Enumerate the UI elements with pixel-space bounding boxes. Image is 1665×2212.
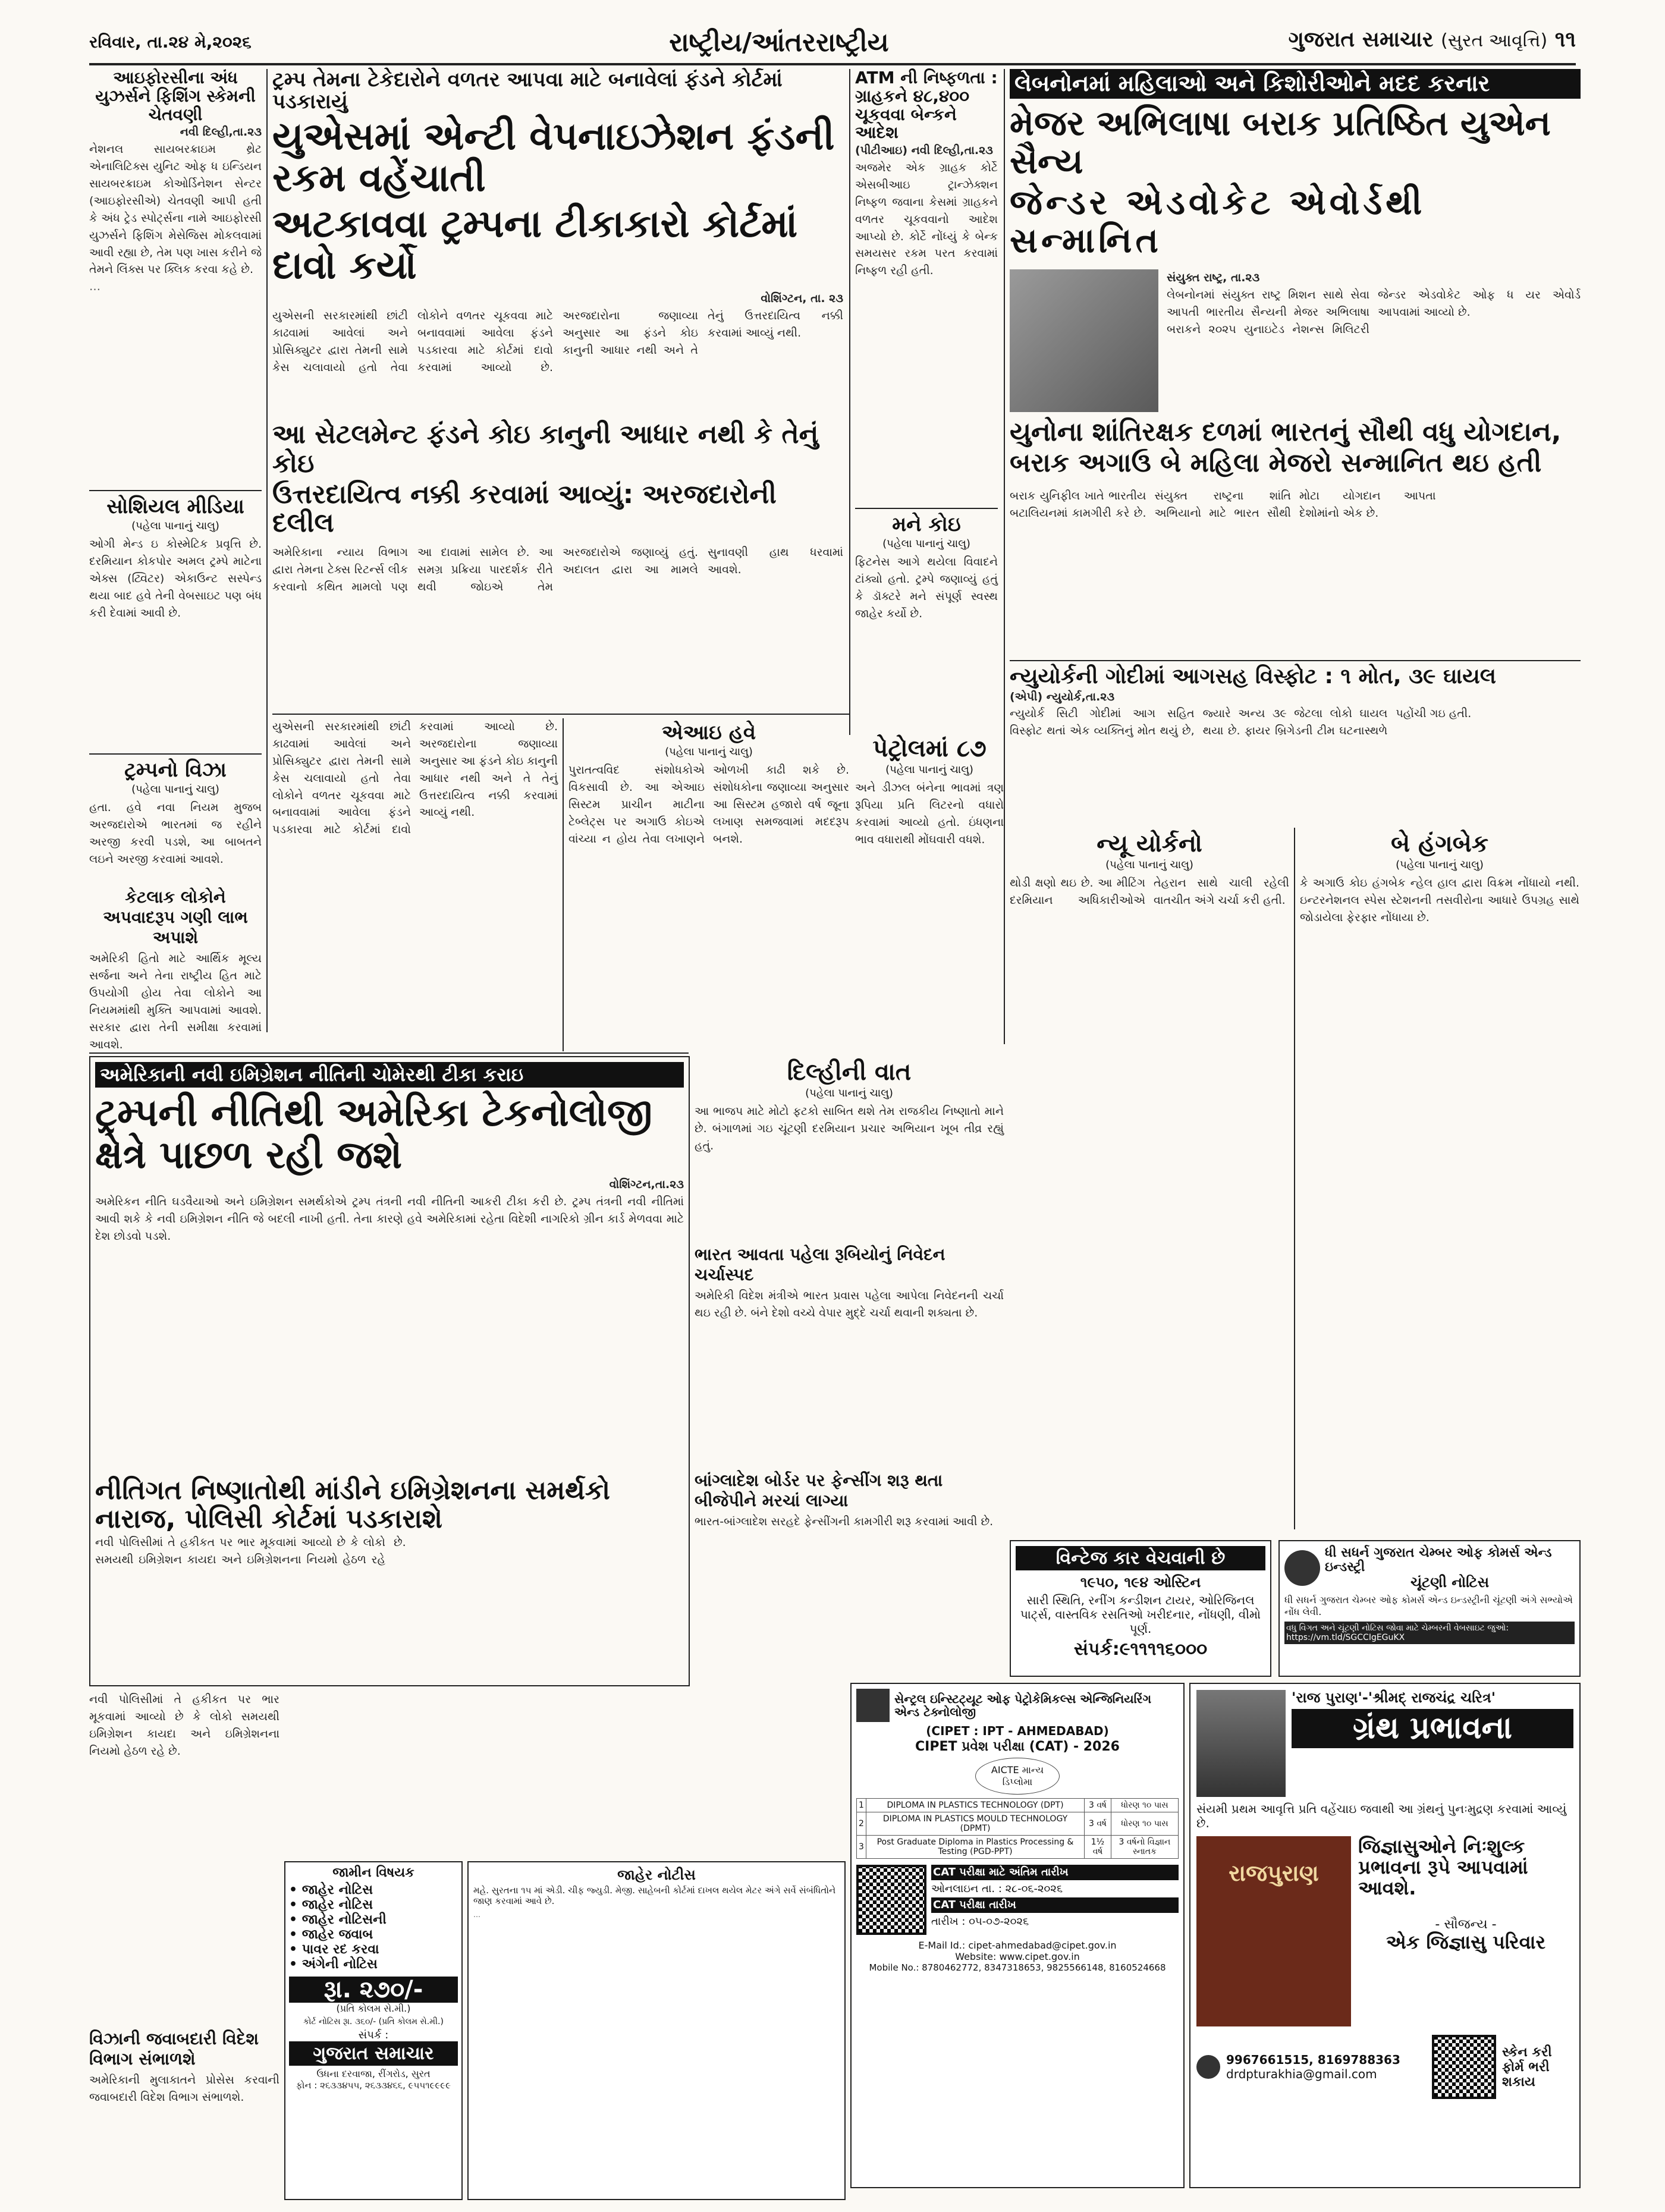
ad-price: રૂા. ૨૭૦/- bbox=[289, 1977, 458, 2003]
ad-email[interactable]: E-Mail Id.: cipet-ahmedabad@cipet.gov.in bbox=[918, 1940, 1117, 1952]
column-rule bbox=[266, 69, 268, 1032]
course-cell-no: 1 bbox=[857, 1799, 866, 1812]
story-body: કે અગાઉ કોઇ હંગબેક ન્હેલ હાલ દ્વારા વિક્રમ નોંધાયો નથી. ઇન્ટરનેશનલ સ્પેસ સ્ટેશનની તસવીરોના આધારે ઉપગ્રહ સાથે જોડાયેલા ફેરફાર નોંધાયા છે. bbox=[1300, 876, 1579, 924]
story-body: યુએસની સરકારમાંથી છાંટી કાઢવામાં આવેલાં અને પ્રોસિક્યુટર દ્વારા તેમની સામે કેસ ચલાવાયો હતો તેવા લોકોને વળતર ચૂકવવા માટે બનાવવામાં આવેલા ફંડને પડકારવા માટે કોર્ટમાં દાવો કરવામાં આવ્યો છે. અરજદારોના જણાવ્યા અનુસાર આ ફંડને કોઇ કાનુની આધાર નથી અને તે તેનું ઉત્તરદાયિત્વ નક્કી કરવામાં આવ્યું નથી. bbox=[272, 309, 843, 374]
story-body: નવી પોલિસીમાં તે હકીકત પર ભાર મૂકવામાં આવ્યો છે કે લોકો સમયથી ઇમિગ્રેશન કાયદા અને ઇમિગ્રેશનના નિયમો હેઠળ રહે છે. bbox=[95, 1535, 406, 1566]
story-dateline: વોશિંગ્ટન, તા. ૨૩ bbox=[761, 292, 843, 306]
story-dateline: (પીટીઆઇ) નવી દિલ્હી,તા.૨૩ bbox=[855, 144, 993, 158]
story-body: ન્યુયોર્ક સિટી ગોદીમાં આગ સહિત વિસ્ફોટ થતાં એક વ્યક્તિનું મોત થયું છે, જ્યારે અન્ય ૩૯ જેટલા લોકો ઘાયલ થયા છે. ફાયર બ્રિગેડની ટીમ ઘટનાસ્થળે પહોંચી ગઇ હતી. bbox=[1010, 707, 1472, 738]
story-body-continued: … bbox=[89, 280, 100, 294]
story-headline: મને કોઇ bbox=[892, 513, 961, 537]
course-cell-qual: ધોરણ ૧૦ પાસ bbox=[1111, 1799, 1178, 1812]
chamber-logo bbox=[1284, 1550, 1320, 1586]
notice-item: • અંગેની નોટિસ bbox=[289, 1957, 378, 1972]
story-body: પુરાતત્વવિદ સંશોધકોએ વિકસાવી છે. આ એઆઇ સિસ્ટમ પ્રાચીન માટીના ટેબ્લેટ્સ પર અગાઉ કોઇએ વાંચ્યા ન હોય તેવા લખાણને ઓળખી કાઢી શકે છે. સંશોધકોના જણાવ્યા અનુસાર આ સિસ્ટમ હજારો વર્ષ જૂના લખાણ સમજવામાં મદદરૂપ બનશે. bbox=[568, 763, 849, 846]
story-subheadline: ઉત્તરદાયિત્વ નક્કી કરવામાં આવ્યું: અરજદારોની દલીલ bbox=[272, 479, 777, 539]
section-name: રાષ્ટ્રીય/આંતરરાષ્ટ્રીય bbox=[669, 27, 889, 58]
vintage-car-ad bbox=[1010, 1540, 1271, 1677]
ad-model: ૧૯૫૦, ૧૯૪ ઓસ્ટિન bbox=[1080, 1574, 1201, 1591]
story-body: અમેરિકન નીતિ ઘડવૈયાઓ અને ઇમિગ્રેશન સમર્થકોએ ટ્રમ્પ તંત્રની નવી નીતિની આકરી ટીકા કરી છે. ટ્રમ્પ તંત્રની નવી નીતિમાં આવી શકે કે નવી ઇમિગ્રેશન નીતિ જે બદલી નાખી હતી. તેના કારણે હવે અમેરિકામાં રહેતા વિદેશી નાગરિકો ગ્રીન કાર્ડ મેળવવા માટે દેશ છોડવો પડશે. bbox=[95, 1195, 684, 1243]
ad-subtitle: ચૂંટણી નોટિસ bbox=[1410, 1574, 1490, 1591]
newspaper-name bbox=[1255, 27, 1576, 61]
ad-phone: સંપર્ક:૯૧૧૧૧૬૦૦૦ bbox=[1073, 1639, 1208, 1660]
story-headline: ટ્રમ્પનો વિઝા bbox=[124, 758, 227, 783]
story-body: અને ડીઝલ બંનેના ભાવમાં ત્રણ રૂપિયા પ્રતિ લિટરનો વધારો કરવામાં આવ્યો હતો. ઇંધણના ભાવ વધારાથી મોંઘવારી વધશે. bbox=[855, 781, 1004, 846]
qr-code-icon[interactable] bbox=[1432, 2035, 1496, 2099]
lebanon-story-body bbox=[1010, 488, 1581, 654]
course-row bbox=[857, 1812, 1179, 1836]
story-kicker: ટ્રમ્પ તેમના ટેકેદારોને વળતર આપવા માટે બનાવેલાં ફંડને કોર્ટમાં પડકારાયું bbox=[272, 68, 783, 114]
story-headline: મેજર અભિલાષા બરાક પ્રતિષ્ઠિત યુએન સૈન્ય bbox=[1010, 102, 1551, 181]
story-body: બરાક યુનિફીલ ખાતે ભારતીય બટાલિયનમાં કામગીરી કરે છે. સંયુક્ત રાષ્ટ્રના શાંતિ અભિયાનો માટે ભારત સૌથી મોટા યોગદાન આપતા દેશોમાંનો એક છે. bbox=[1010, 489, 1436, 520]
immigration-continued bbox=[89, 1691, 279, 2167]
public-notice bbox=[467, 1861, 846, 2200]
story-body: નેશનલ સાયબરક્રાઇમ થ્રેટ એનાલિટિક્સ યુનિટ ઓફ ધ ઇન્ડિયન સાયબરક્રાઇમ કોઓર્ડિનેશન સેન્ટર (આઇફોરસીએ) ચેતવણી આપી હતી કે અંધ ટ્રેડ સ્પોર્ટ્સના નામે આઇફોરસી યુઝર્સને ફિશિંગ મેસેજિસ મોકલવામાં આવી રહ્યા છે, તેમ પણ ખાસ કરીને જે તેમને લિંક્સ પર ક્લિક કરવા કહે છે. bbox=[89, 143, 262, 276]
aicte-badge: AICTE માન્ય ડિપ્લોમા bbox=[975, 1758, 1060, 1795]
ad-body: સંયમી પ્રથમ આવૃત્તિ પ્રતિ વહેંચાઇ જવાથી આ ગ્રંથનું પુનઃમુદ્રણ કરવામાં આવ્યું છે. bbox=[1196, 1802, 1567, 1830]
story-headline: યુએસમાં એન્ટી વેપનાઇઝેશન ફંડની રકમ વહેંચાતી bbox=[272, 114, 835, 201]
story-body: લેબનોનમાં સંયુક્ત રાષ્ટ્ર મિશન સાથે સેવા આપતી ભારતીય સૈન્યની મેજર અભિલાષા બરાકને ૨૦૨૫ યુનાઇટેડ નેશન્સ મિલિટરી જેન્ડર એડવોકેટ ઓફ ધ યર એવોર્ડ આપવામાં આવ્યો છે. bbox=[1167, 288, 1581, 336]
column-rule bbox=[563, 718, 564, 1051]
course-cell-course: DIPLOMA IN PLASTICS MOULD TECHNOLOGY (DPMT) bbox=[866, 1812, 1084, 1836]
chamber-notice-ad bbox=[1278, 1540, 1581, 1677]
story-headline: પેટ્રોલમાં ૮૭ bbox=[872, 735, 987, 762]
ad-title: ગ્રંથ પ્રભાવના bbox=[1292, 1709, 1573, 1748]
ad-test-name: CIPET પ્રવેશ પરીક્ષા (CAT) - 2026 bbox=[915, 1739, 1120, 1754]
story-headline: દિલ્હીની વાત bbox=[787, 1058, 912, 1086]
ny-story bbox=[1010, 665, 1581, 825]
atm-story bbox=[855, 69, 998, 729]
story-body: અમેરિકી વિદેશ મંત્રીએ ભારત પ્રવાસ પહેલા આપેલા નિવેદનની ચર્ચા થઇ રહી છે. બંને દેશો વચ્ચે વેપાર મુદ્દે ચર્ચા થવાની શક્યતા છે. bbox=[695, 1289, 1004, 1319]
whatsapp-icon bbox=[1196, 2055, 1220, 2079]
ad-offer: જિજ્ઞાસુઓને નિઃશુલ્ક પ્રભાવના રૂપે આપવામાં આવશે. bbox=[1358, 1835, 1528, 1900]
story-headline: ટ્રમ્પની નીતિથી અમેરિકા ટેકનોલોજી ક્ષેત્રે પાછળ રહી જશે bbox=[95, 1091, 652, 1177]
two-hands-story bbox=[1300, 828, 1579, 1529]
ad-link[interactable]: વધુ વિગત અને ચૂંટણી નોટિસ જોવા માટે ચેમ્બરની વેબસાઇટ જુઓ: https://vm.tld/SGCCIgEGuKX bbox=[1284, 1622, 1575, 1644]
story-subheadline: બરાક અગાઉ બે મહિલા મેજરો સન્માનિત થઇ હતી bbox=[1010, 448, 1542, 479]
qr-code-icon[interactable] bbox=[856, 1865, 926, 1935]
ad-title: ધી સધર્ન ગુજરાત ચેમ્બર ઓફ કોમર્સ એન્ડ ઇન્ડસ્ટ્રી bbox=[1325, 1545, 1552, 1575]
ai-story bbox=[568, 718, 849, 1028]
story-body: અમેરિકાની મુલાકાતને પ્રોસેસ કરવાની જવાબદારી વિદેશ વિભાગ સંભાળશે. bbox=[89, 2073, 279, 2104]
ad-website[interactable]: Website: www.cipet.gov.in bbox=[955, 1951, 1080, 1963]
notice-list bbox=[289, 1883, 458, 1972]
cipet-logo bbox=[856, 1689, 890, 1722]
rajpuran-ad bbox=[1189, 1683, 1581, 2188]
continued-label: (પહેલા પાનાનું ચાલુ) bbox=[665, 746, 753, 758]
subheading: ભારત આવતા પહેલા રૂબિયોનું નિવેદન ચર્ચાસ્પદ bbox=[695, 1245, 945, 1284]
ad-unit: (પ્રતિ કોલમ સે.મી.) bbox=[336, 2003, 411, 2015]
continued-label: (પહેલા પાનાનું ચાલુ) bbox=[131, 520, 219, 533]
course-cell-qual: 3 વર્ષનો વિજ્ઞાન સ્નાતક bbox=[1111, 1836, 1178, 1859]
subheading: બાંગ્લાદેશ બોર્ડર પર ફેન્સીંગ શરૂ થતા બીજેપીને મરચાં લાગ્યા bbox=[695, 1471, 943, 1510]
continued-label: (પહેલા પાનાનું ચાલુ) bbox=[1396, 859, 1484, 871]
contact-label: સંપર્ક : bbox=[358, 2029, 389, 2042]
middle-stories bbox=[695, 1056, 1004, 1698]
divider bbox=[855, 508, 998, 509]
story-dateline: (એપી) ન્યુયોર્ક,તા.૨૩ bbox=[1010, 690, 1115, 703]
story-body: અમેરિકી હિતો માટે આર્થિક મૂલ્ય સર્જના અને તેના રાષ્ટ્રીય હિત માટે ઉપયોગી હોય તેવા લોકોને આ નિયમમાંથી મુક્તિ આપવામાં આવશે. સરકાર દ્વારા તેની સમીક્ષા કરવામાં આવશે. bbox=[89, 952, 262, 1051]
book-cover bbox=[1196, 1836, 1351, 2026]
column-rule bbox=[1294, 828, 1295, 1529]
ny2-story bbox=[1010, 828, 1289, 1529]
lebanon-story bbox=[1010, 69, 1581, 485]
story-headline: બે હંગબેક bbox=[1390, 830, 1489, 857]
story-body: આ ભાજપ માટે મોટો ફટકો સાબિત થશે તેમ રાજકીય નિષ્ણાતો માને છે. બંગાળમાં ગઇ ચૂંટણી દરમિયાન પ્રચાર અભિયાન ખૂબ તીવ્ર રહ્યું હતું. bbox=[695, 1105, 1004, 1152]
page-header bbox=[89, 24, 1576, 62]
story-body: થોડી ક્ષણો થઇ છે. આ મીટિંગ દરમિયાન અધિકારીઓએ તેહરાન સાથે ચાલી રહેલી વાતચીત અંગે ચર્ચા કરી હતી. bbox=[1010, 876, 1289, 907]
story-body-continued bbox=[272, 718, 558, 1045]
edition-label: (સુરત આવૃત્તિ) bbox=[1440, 30, 1548, 51]
course-row bbox=[857, 1799, 1179, 1812]
ad-phone: 9967661515, 8169788363 bbox=[1226, 2053, 1400, 2067]
visa-continued bbox=[272, 718, 558, 1051]
delhi-story bbox=[434, 1052, 678, 1070]
cat-exam-label: CAT પરીક્ષા તારીખ bbox=[931, 1897, 1179, 1913]
course-table bbox=[856, 1798, 1179, 1859]
continued-label: (પહેલા પાનાનું ચાલુ) bbox=[1105, 859, 1193, 871]
story-body: ભારત-બાંગ્લાદેશ સરહદે ફેન્સીંગની કામગીરી શરૂ કરવામાં આવી છે. bbox=[695, 1515, 994, 1528]
continued-label: (પહેલા પાનાનું ચાલુ) bbox=[131, 783, 219, 796]
course-cell-no: 3 bbox=[857, 1836, 866, 1859]
divider bbox=[272, 714, 849, 715]
story-subheadline: નીતિગત નિષ્ણાતોથી માંડીને ઇમિગ્રેશનના સમર્થકો નારાજ, પોલિસી કોર્ટમાં પડકારાશે bbox=[95, 1475, 610, 1535]
ad-phone: ફોન : ૨૬૩૩૪૫૫, ૨૬૩૩૪૬૬, ૯૫૫૧૯૯૯૯ bbox=[296, 2080, 451, 2091]
story-body: ઓગી મેન્ડ ઇ કોસ્મેટિક પ્રવૃત્તિ છે. દરમિયાન કોકપોર અમલ ટ્રમ્પે માટેના એક્સ (ટ્વિટર) એકાઉન્ટ સસ્પેન્ડ થયા બાદ હવે તેની વેબસાઇટ પણ બંધ કરી દેવામાં આવી છે. bbox=[89, 538, 262, 620]
story-photo bbox=[1010, 269, 1158, 412]
main-story bbox=[272, 69, 843, 711]
cipet-ad bbox=[850, 1683, 1185, 2188]
ad-title: સેન્ટ્રલ ઇન્સ્ટિટ્યૂટ ઓફ પેટ્રોકેમિકલ્સ એન્જિનિયરિંગ એન્ડ ટેક્નોલોજી bbox=[894, 1692, 1152, 1719]
header-date: રવિવાર, તા.૨૪ મે,૨૦૨૬ bbox=[89, 32, 252, 52]
petrol-story-visible bbox=[855, 733, 1004, 1042]
cat-date: ઓનલાઇન તા. : ૨૮-૦૬-૨૦૨૬ bbox=[931, 1882, 1063, 1895]
course-cell-course: Post Graduate Diploma in Plastics Processing & Testing (PGD-PPT) bbox=[866, 1836, 1084, 1859]
ad-description: સારી સ્થિતિ, રનીંગ કન્ડીશન ટાયર, ઓરિજિનલ પાર્ટ્સ, વાસ્તવિક રસતિઓ ખરીદનાર, નોંધણી, વીમો પૂર્ણ. bbox=[1020, 1593, 1261, 1636]
story-body: અમેરિકાના ન્યાય વિભાગ દ્વારા તેમના ટેક્સ રિટર્ન્સ લીક કરવાનો કથિત મામલો પણ આ દાવામાં સામેલ છે. આ સમગ્ર પ્રક્રિયા પારદર્શક રીતે થવી જોઇએ તેમ અરજદારોએ જણાવ્યું હતું. અદાલત દ્વારા આ મામલે સુનાવણી હાથ ધરવામાં આવશે. bbox=[272, 545, 843, 593]
course-cell-dur: 1½ વર્ષ bbox=[1085, 1836, 1111, 1859]
subheading: કેટલાક લોકોને અપવાદરૂપ ગણી લાભ અપાશે bbox=[103, 887, 248, 948]
ad-title: વિન્ટેજ કાર વેચવાની છે bbox=[1016, 1546, 1265, 1570]
story-dateline: નવી દિલ્હી,તા.૨૩ bbox=[180, 125, 262, 139]
course-cell-qual: ધોરણ ૧૦ પાસ bbox=[1111, 1812, 1178, 1836]
story-dateline: વોશિંગ્ટન,તા.૨૩ bbox=[609, 1177, 684, 1191]
notice-body: મહે. સુરતના ૧૫ માં એડી. ચીફ જ્યુડી. મેજી. સાહેબની કોર્ટમાં દાખલ થયેલ મેટર અંગે સર્વે સંબંધિતોને જાણ કરવામાં આવે છે. bbox=[473, 1885, 836, 1907]
story-headline: ATM ની નિષ્ફળતા : ગ્રાહકને ૪૮,૪૦૦ ચૂકવવા બેન્કને આદેશ bbox=[855, 68, 998, 143]
notice-item: • જાહેર નોટિસની bbox=[289, 1912, 387, 1928]
continued-label: (પહેલા પાનાનું ચાલુ) bbox=[805, 1087, 893, 1099]
story-headline: અટકાવવા ટ્રમ્પના ટીકાકારો કોર્ટમાં દાવો કર્યો bbox=[272, 202, 798, 288]
story-subheadline: યુનોના શાંતિરક્ષક દળમાં ભારતનું સૌથી વધુ યોગદાન, bbox=[1010, 416, 1562, 447]
column-rule bbox=[849, 69, 850, 735]
divider bbox=[89, 753, 262, 755]
course-cell-no: 2 bbox=[857, 1812, 866, 1836]
story-text: યુએસની સરકારમાંથી છાંટી કાઢવામાં આવેલાં અને પ્રોસિક્યુટર દ્વારા તેમની સામે કેસ ચલાવાયો હતો તેવા લોકોને વળતર ચૂકવવા માટે બનાવવામાં આવેલા ફંડને પડકારવા માટે કોર્ટમાં દાવો કરવામાં આવ્યો છે. અરજદારોના જણાવ્યા અનુસાર આ ફંડને કોઇ કાનુની આધાર નથી અને તે તેનું ઉત્તરદાયિત્વ નક્કી કરવામાં આવ્યું નથી. bbox=[272, 720, 558, 837]
ad-body: ધી સધર્ન ગુજરાત ચેમ્બર ઓફ કોમર્સ એન્ડ ઇન્ડસ્ટ્રીની ચૂંટણી અંગે સભ્યોએ નોંધ લેવી. bbox=[1284, 1594, 1573, 1617]
course-cell-course: DIPLOMA IN PLASTICS TECHNOLOGY (DPT) bbox=[866, 1799, 1084, 1812]
ad-email[interactable]: drdpturakhia@gmail.com bbox=[1226, 2067, 1377, 2081]
newspaper-logo: ગુજરાત સમાચાર bbox=[1288, 27, 1434, 52]
divider bbox=[1010, 660, 1581, 661]
notice-title: જાહેર નોટીસ bbox=[617, 1867, 696, 1883]
ad-head: જામીન વિષયક bbox=[332, 1865, 414, 1880]
story-body bbox=[89, 1691, 279, 2024]
continued-label: (પહેલા પાનાનું ચાલુ) bbox=[885, 763, 973, 776]
ad-subtitle: (CIPET : IPT - AHMEDABAD) bbox=[926, 1724, 1109, 1738]
book-title: રાજપુરાણ bbox=[1229, 1860, 1319, 1886]
story-text: નવી પોલિસીમાં તે હકીકત પર ભાર મૂકવામાં આવ્યો છે કે લોકો સમયથી ઇમિગ્રેશન કાયદા અને ઇમિગ્રેશનના નિયમો હેઠળ રહે છે. bbox=[89, 1693, 279, 1758]
ad-phone: Mobile No.: 8780462772, 8347318653, 9825566148, 8160524668 bbox=[869, 1962, 1166, 1974]
story-headline: જેન્ડર એડવોકેટ એવોર્ડથી સન્માનિત bbox=[1010, 182, 1426, 261]
story-kicker: લેબનોનમાં મહિલાઓ અને કિશોરીઓને મદદ કરનાર bbox=[1010, 69, 1581, 99]
legal-notice-ad bbox=[284, 1861, 463, 2200]
course-cell-dur: 3 વર્ષ bbox=[1085, 1812, 1111, 1836]
sponsor-name: એક જિજ્ઞાસુ પરિવાર bbox=[1386, 1930, 1546, 1953]
story-kicker: અમેરિકાની નવી ઇમિગ્રેશન નીતિની ચોમેરથી ટીકા કરાઇ bbox=[95, 1062, 684, 1088]
portrait-photo bbox=[1196, 1690, 1286, 1797]
story-headline: ન્યુયોર્કની ગોદીમાં આગસહ વિસ્ફોટ : ૧ મોત, ૩૯ ઘાયલ bbox=[1010, 664, 1496, 689]
cat-exam-date: તારીખ : ૦૫-૦૭-૨૦૨૬ bbox=[931, 1915, 1029, 1928]
subheading: વિઝાની જવાબદારી વિદેશ વિભાગ સંભાળશે bbox=[89, 2029, 259, 2069]
ad-scan-text: સ્કેન કરી ફોર્મ ભરી શકાય bbox=[1502, 2044, 1552, 2090]
story-body: હતા. હવે નવા નિયમ મુજબ અરજદારોએ ભારતમાં જ રહીને અરજી કરવી પડશે, આ બાબતને લઇને અરજી કરવામાં આવશે. bbox=[89, 801, 262, 866]
court-rate: કોર્ટ નોટિસ રૂા. ૩૬૦/- (પ્રતિ કોલમ સે.મી.) bbox=[303, 2017, 444, 2027]
course-cell-dur: 3 વર્ષ bbox=[1085, 1799, 1111, 1812]
story-headline: સોશિયલ મીડિયા bbox=[106, 495, 244, 519]
notice-item: • પાવર રદ કરવા bbox=[289, 1942, 379, 1958]
story-dateline: સંયુક્ત રાષ્ટ્ર, તા.૨૩ bbox=[1167, 271, 1260, 284]
page-number: ૧૧ bbox=[1554, 27, 1576, 52]
course-row bbox=[857, 1836, 1179, 1859]
sponsor-label: - સૌજન્ય - bbox=[1435, 1916, 1497, 1932]
cat-date-label: CAT પરીક્ષા માટે અંતિમ તારીખ bbox=[931, 1865, 1179, 1880]
header-rule bbox=[89, 63, 1576, 65]
ad-kicker: 'રાજ પુરાણ'-'શ્રીમદ્ રાજચંદ્ર ચરિત્ર' bbox=[1292, 1689, 1496, 1706]
notice-fine-print: … bbox=[473, 1911, 480, 1919]
notice-item: • જાહેર નોટિસ bbox=[289, 1883, 373, 1898]
immigration-story bbox=[89, 1056, 690, 1686]
story-headline: ન્યૂ યોર્કનો bbox=[1097, 830, 1202, 857]
newspaper-logo: ગુજરાત સમાચાર bbox=[289, 2041, 458, 2066]
column-rule bbox=[1004, 69, 1005, 1044]
divider bbox=[89, 490, 262, 491]
notice-item: • જાહેર નોટિસ bbox=[289, 1897, 373, 1913]
ad-address: ઉધના દરવાજા, રીંગરોડ, સુરત bbox=[316, 2068, 431, 2080]
story-body: ફિટનેસ આગે થયેલા વિવાદને ટાંક્યો હતો. ટ્રમ્પે જણાવ્યું હતું કે ડૉક્ટરે મને સંપૂર્ણ સ્વસ્થ જાહેર કર્યો છે. bbox=[855, 555, 998, 620]
story-body: અજમેર એક ગ્રાહક કોર્ટે એસબીઆઇ ટ્રાન્ઝેક્શન નિષ્ફળ જવાના કેસમાં ગ્રાહકને વળતર ચૂકવવાનો આદેશ આપ્યો છે. કોર્ટે નોંધ્યું કે બેન્ક સમયસર રકમ પરત કરવામાં નિષ્ફળ રહી હતી. bbox=[855, 161, 998, 278]
story-subheadline: આ સેટલમેન્ટ ફંડને કોઇ કાનુની આધાર નથી કે તેનું કોઇ bbox=[272, 419, 819, 479]
story-headline: આઇફોરસીના અંધ યુઝર્સને ફિશિંગ સ્કેમની ચેતવણી bbox=[95, 68, 256, 124]
notice-item: • જાહેર જવાબ bbox=[289, 1927, 373, 1943]
story-headline: એઆઇ હવે bbox=[661, 721, 756, 744]
left-column bbox=[89, 68, 262, 1051]
continued-label: (પહેલા પાનાનું ચાલુ) bbox=[882, 538, 970, 551]
